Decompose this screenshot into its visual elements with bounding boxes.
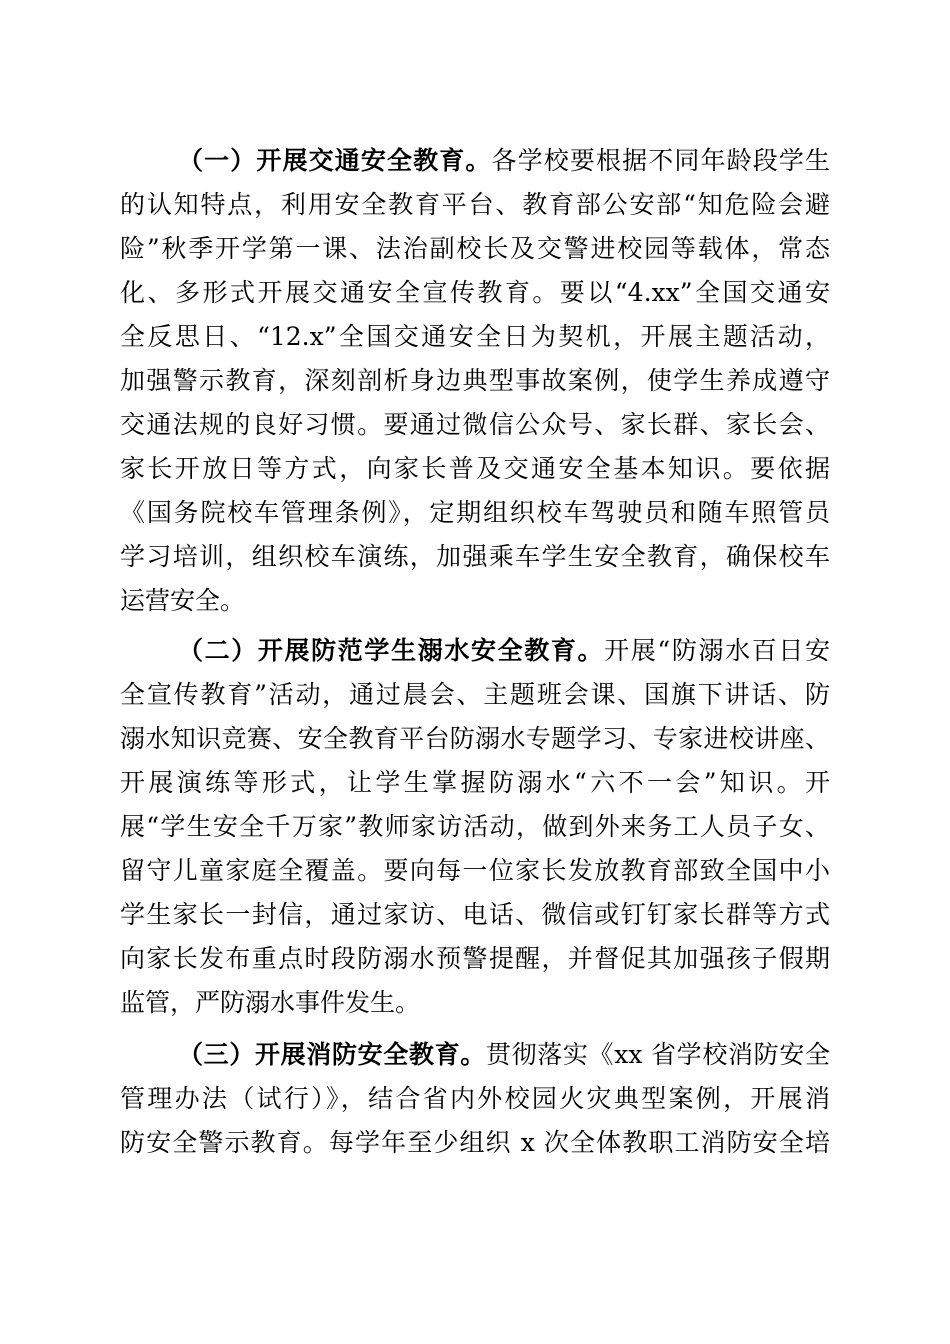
- paragraph-2-line-2: 全宣传教育”活动，通过晨会、主题班会课、国旗下讲话、防: [120, 680, 830, 709]
- paragraph-1-line-5: 全反思日、“12.x”全国交通安全日为契机，开展主题活动，: [120, 322, 830, 351]
- paragraph-2-line-7: 学生家长一封信，通过家访、电话、微信或钉钉家长群等方式: [120, 900, 830, 929]
- paragraph-2-line-8: 向家长发布重点时段防溺水预警提醒，并督促其加强孩子假期: [120, 944, 830, 973]
- paragraph-1-line-6: 加强警示教育，深刻剖析身边典型事故案例，使学生养成遵守: [120, 366, 830, 395]
- paragraph-2-line-3: 溺水知识竞赛、安全教育平台防溺水专题学习、专家进校讲座、: [120, 724, 830, 753]
- paragraph-2-line-6: 留守儿童家庭全覆盖。要向每一位家长发放教育部致全国中小: [120, 856, 830, 885]
- paragraph-1-line-3: 险”秋季开学第一课、法治副校长及交警进校园等载体，常态: [120, 234, 830, 263]
- paragraph-3-line-3: 防安全警示教育。每学年至少组织 x 次全体教职工消防安全培: [120, 1128, 830, 1157]
- paragraph-1-line-2: 的认知特点，利用安全教育平台、教育部公安部“知危险会避: [120, 190, 830, 219]
- section-heading-3: （三）开展消防安全教育。: [178, 1040, 486, 1069]
- paragraph-1-line-7: 交通法规的良好习惯。要通过微信公众号、家长群、家长会、: [120, 410, 830, 439]
- paragraph-2-line-1: （二）开展防范学生溺水安全教育。开展“防溺水百日安: [178, 636, 830, 665]
- paragraph-2-line-9: 监管，严防溺水事件发生。: [120, 988, 421, 1017]
- paragraph-3-line-1: （三）开展消防安全教育。贯彻落实《xx 省学校消防安全: [178, 1040, 830, 1069]
- paragraph-3-line-2: 管理办法（试行）》，结合省内外校园火灾典型案例，开展消: [120, 1084, 830, 1113]
- paragraph-2-line-5: 展“学生安全千万家”教师家访活动，做到外来务工人员子女、: [120, 812, 830, 841]
- section-heading-1: （一）开展交通安全教育。: [178, 146, 492, 175]
- paragraph-1-line-4: 化、多形式开展交通安全宣传教育。要以“4.xx”全国交通安: [120, 278, 830, 307]
- paragraph-1-line-8: 家长开放日等方式，向家长普及交通安全基本知识。要依据: [120, 454, 830, 483]
- section-heading-2: （二）开展防范学生溺水安全教育。: [178, 636, 605, 665]
- paragraph-2-line-4: 开展演练等形式，让学生掌握防溺水“六不一会”知识。开: [120, 768, 830, 797]
- paragraph-1-line-1: （一）开展交通安全教育。各学校要根据不同年龄段学生: [178, 146, 830, 175]
- paragraph-1-line-11: 运营安全。: [120, 586, 246, 615]
- paragraph-1-line-9: 《国务院校车管理条例》，定期组织校车驾驶员和随车照管员: [120, 498, 830, 527]
- paragraph-1-line-10: 学习培训，组织校车演练，加强乘车学生安全教育，确保校车: [120, 542, 830, 571]
